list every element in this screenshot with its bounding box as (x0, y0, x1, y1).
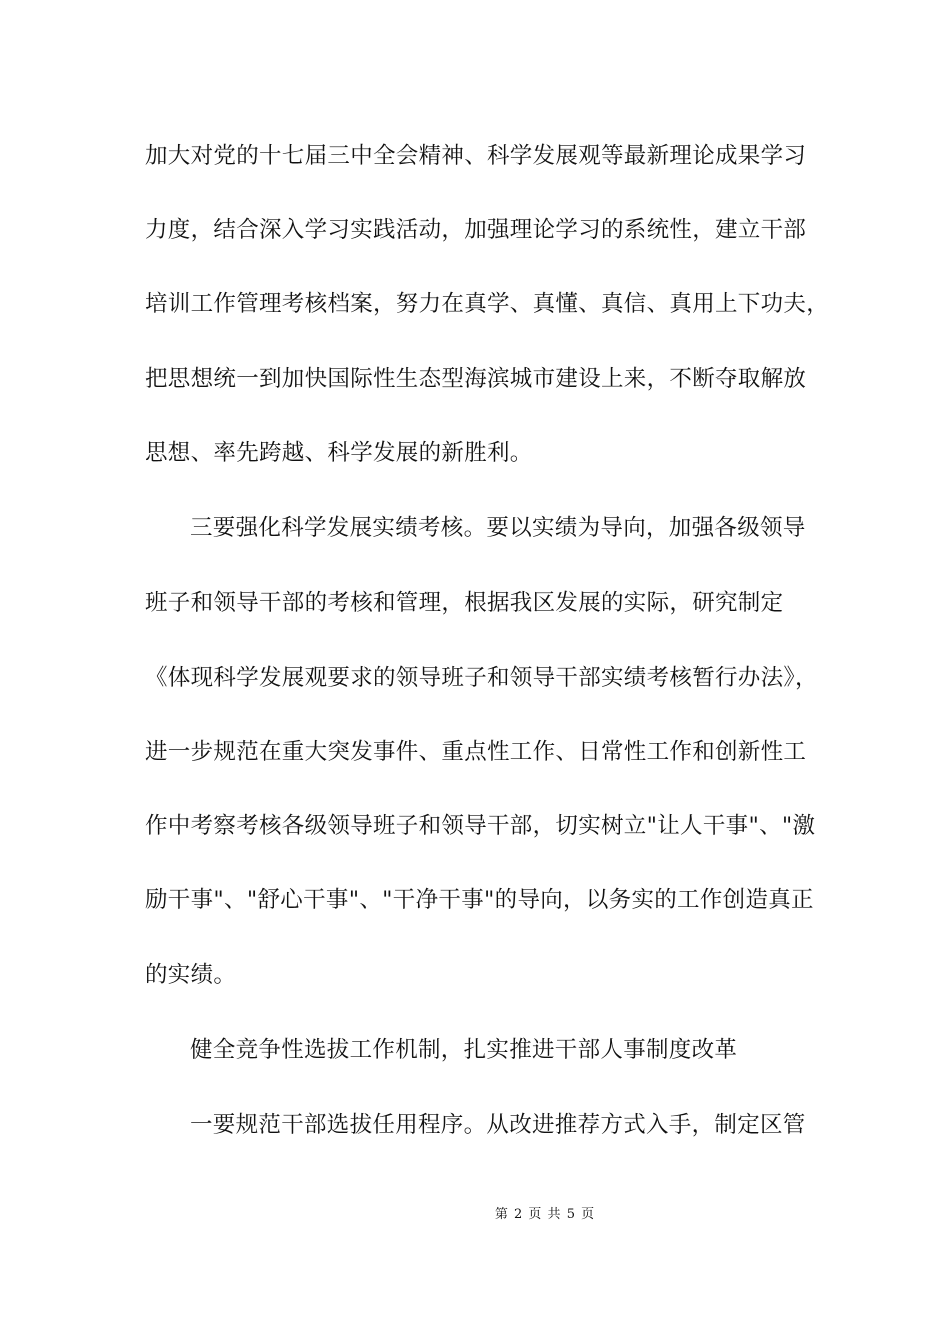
body-line: 加大对党的十七届三中全会精神、科学发展观等最新理论成果学习 (145, 143, 807, 169)
body-line: 力度，结合深入学习实践活动，加强理论学习的系统性，建立干部 (145, 217, 807, 243)
body-line: 班子和领导干部的考核和管理，根据我区发展的实际，研究制定 (145, 590, 784, 616)
body-line: 的实绩。 (145, 962, 237, 988)
body-line: 培训工作管理考核档案，努力在真学、真懂、真信、真用上下功夫， (145, 291, 830, 317)
section-heading: 健全竞争性选拔工作机制，扎实推进干部人事制度改革 (190, 1037, 738, 1063)
body-line: 把思想统一到加快国际性生态型海滨城市建设上来，不断夺取解放 (145, 366, 807, 392)
body-line: 进一步规范在重大突发事件、重点性工作、日常性工作和创新性工 (145, 739, 807, 765)
paragraph-start-line: 三要强化科学发展实绩考核。要以实绩为导向，加强各级领导 (190, 515, 806, 541)
body-line: 励干事"、"舒心干事"、"干净干事"的导向，以务实的工作创造真正 (145, 887, 814, 913)
paragraph-start-line: 一要规范干部选拔任用程序。从改进推荐方式入手，制定区管 (190, 1112, 806, 1138)
body-line: 《体现科学发展观要求的领导班子和领导干部实绩考核暂行办法》， (145, 665, 818, 691)
body-line: 思想、率先跨越、科学发展的新胜利。 (145, 440, 533, 466)
body-line: 作中考察考核各级领导班子和领导干部，切实树立"让人干事"、"激 (145, 813, 816, 839)
page-number-footer: 第 2 页 共 5 页 (494, 1207, 596, 1222)
